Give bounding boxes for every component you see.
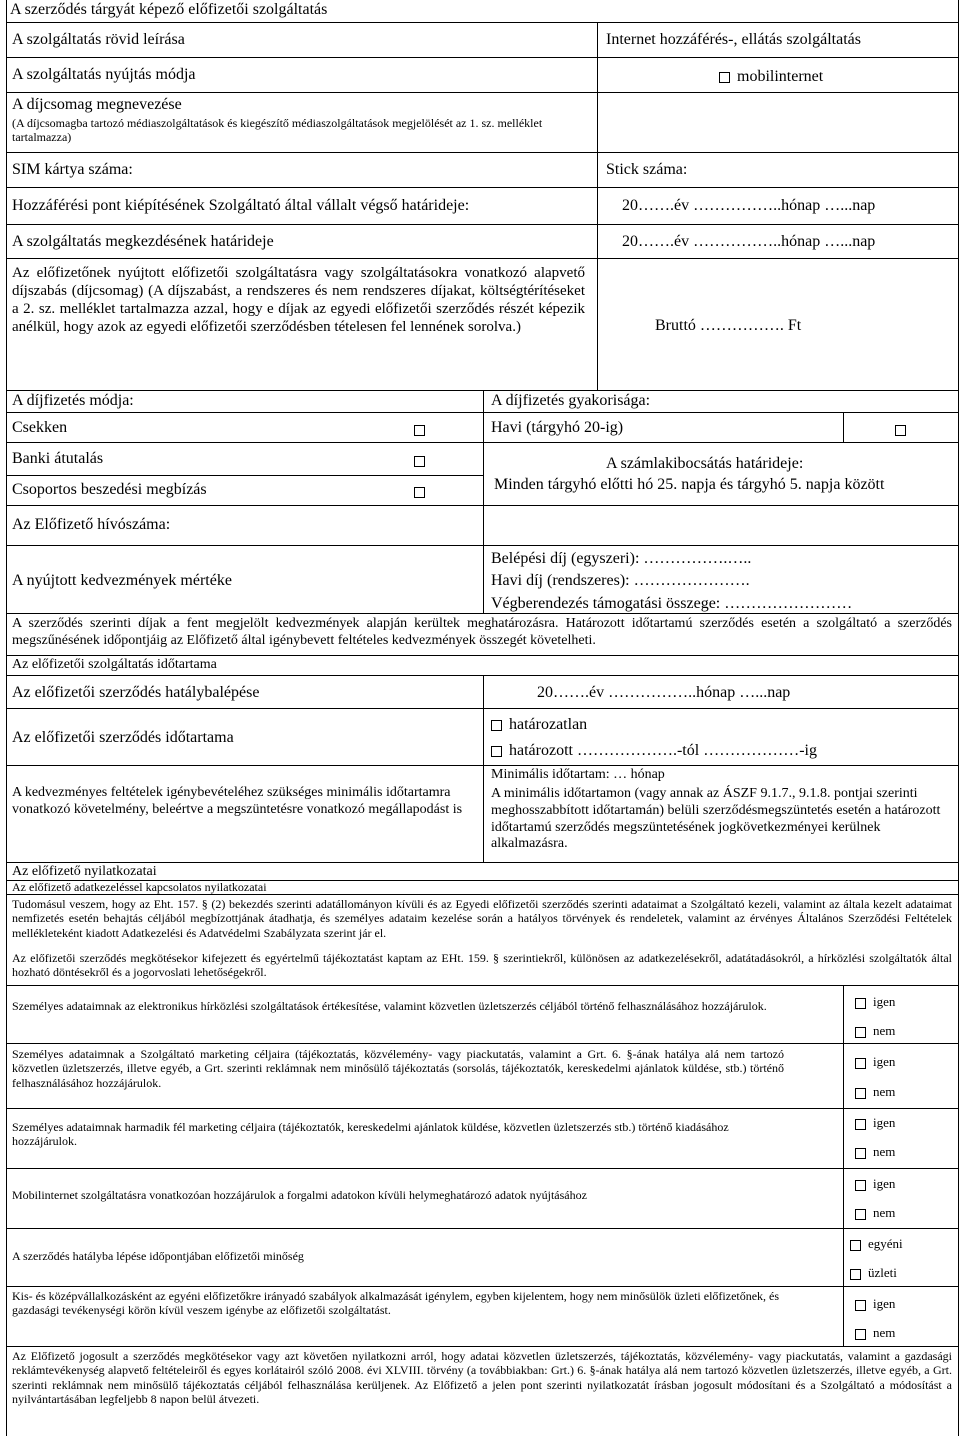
short-desc-label: A szolgáltatás rövid leírása	[12, 31, 185, 48]
declaration-item-5: A szerződés hatályba lépése időpontjában előfizetői minőség	[12, 1249, 304, 1263]
access-deadline-label: Hozzáférési pont kiépítésének Szolgáltató által vállalt végső határideje:	[12, 197, 470, 214]
declaration-item-1: Személyes adataimnak az elektronikus hírközlési szolgáltatások értékesítése, valamint közvetlen üzletszerzés céljából történő felhasználásához hozzájárulok.	[12, 999, 767, 1013]
rule	[6, 1168, 959, 1169]
item-1-yes-checkbox[interactable]	[855, 998, 866, 1009]
rule	[6, 224, 959, 225]
rule	[6, 1228, 959, 1229]
rule	[6, 985, 959, 986]
conditions-label: A kedvezményes feltételek igénybevételéhez szükséges minimális időtartamra vonatkozó követelmény, beleértve a megszüntetésre vonatkozó megállapodást is	[12, 785, 463, 817]
stick-label: Stick száma:	[606, 161, 688, 178]
column-divider	[483, 390, 484, 613]
invoice-value: Minden tárgyhó előtti hó 25. napja és tárgyhó 5. napja között	[494, 476, 885, 493]
definite-label: határozott ……………….-tól ………………-ig	[509, 742, 817, 759]
item-2-yes-checkbox[interactable]	[855, 1058, 866, 1069]
entry-fee: Belépési díj (egyszeri): …………….…..	[491, 550, 752, 567]
rule-right	[958, 0, 959, 1436]
item-6-yes-label: igen	[873, 1296, 896, 1311]
rule	[6, 1286, 959, 1287]
item-3-yes-label: igen	[873, 1115, 896, 1130]
declarations-intro-1: Tudomásul veszem, hogy az Eht. 157. § (2) bekezdés szerinti adatállományon kívüli és az Egyedi előfizetői szerződés szerinti adataimat a Szolgáltató kezeli, valamint az általa kezelt adataimat nemfizetés esetén behajtás céljából megbízottjának átadhatja, és személyes adataim kezelése során a hatályos törvények és rendeletek, valamint az érvényes Általános Szerződési Feltételek mellékleteként kiadott Adatkezelési és Adatvédelmi Szabályzata szerint jár el.	[12, 897, 952, 940]
min-term: Minimális időtartam: … hónap	[491, 767, 665, 782]
discounts-label: A nyújtott kedvezmények mértéke	[12, 572, 232, 589]
item-3-no-checkbox[interactable]	[855, 1148, 866, 1159]
declarations-title: Az előfizető nyilatkozatai	[12, 864, 157, 879]
item-4-yes-checkbox[interactable]	[855, 1180, 866, 1191]
payment-method-transfer: Banki átutalás	[12, 450, 104, 467]
rule	[6, 475, 483, 476]
business-checkbox[interactable]	[850, 1269, 861, 1280]
rule	[6, 655, 959, 656]
fee-text: Az előfizetőnek nyújtott előfizetői szolgáltatásra vagy szolgáltatásokra vonatkozó alapvető díjszabás (díjcsomag) (A díjszabást, a rendszeres és nem rendszeres díjakat, költségtérítéseket a 2. sz. melléklet tartalmazza azzal, hogy e díjak az egyedi előfizetői szerződés részét képezik anélkül, hogy azok az egyedi előfizetői szerződésben tételesen fel lennének sorolva.)	[12, 265, 585, 335]
item-6-yes-checkbox[interactable]	[855, 1300, 866, 1311]
sim-label: SIM kártya száma:	[12, 161, 133, 178]
monthly-fee: Havi díj (rendszeres): ………………….	[491, 572, 750, 589]
item-6-no-label: nem	[873, 1325, 896, 1340]
start-deadline-label: A szolgáltatás megkezdésének határideje	[12, 233, 274, 250]
transfer-checkbox[interactable]	[414, 456, 425, 467]
payment-method-cheque: Csekken	[12, 419, 68, 436]
rule	[6, 57, 959, 58]
device-support: Végberendezés támogatási összege: ……………………	[491, 595, 853, 612]
declaration-item-2: Személyes adataimnak a Szolgáltató marketing céljaira (tájékoztatás, közvélemény- vagy piackutatás, valamint a Grt. 6. §-ának hatálya alá nem tartozó közvetlen üzletszerzés, illetve egyéb, a Grt. szerinti reklámnak nem minősülő tájékoztatás (sorsolás, tájékoztatók, kereskedelmi ajánlatok küldése, stb.) történő felhasználásához hozzájárulok.	[12, 1047, 784, 1090]
rule	[6, 1108, 959, 1109]
item-2-no-checkbox[interactable]	[855, 1088, 866, 1099]
item-3-yes-checkbox[interactable]	[855, 1119, 866, 1130]
discounts-note: A szerződés szerinti díjak a fent megjelölt kedvezmények alapján kerültek meghatározásra. Határozott időtartamú szerződés esetén a szolgáltató a szerződés megszűnésének időpontjáig az Előfizető által igénybevett feltételes kedvezmények összegét követelheti.	[12, 616, 952, 648]
short-desc-value: Internet hozzáférés-, ellátás szolgáltatás	[606, 31, 861, 48]
column-divider	[843, 985, 844, 1346]
rule	[6, 1346, 959, 1347]
mobilinternet-checkbox[interactable]	[719, 72, 730, 83]
individual-label: egyéni	[868, 1236, 903, 1251]
payment-frequency-label: A díjfizetés gyakorisága:	[491, 392, 651, 409]
rule	[6, 152, 959, 153]
effective-value: 20…….év ……………..hónap …...nap	[537, 684, 791, 701]
rule	[6, 22, 959, 23]
item-1-yes-label: igen	[873, 994, 896, 1009]
term-label: Az előfizetői szerződés időtartama	[12, 729, 234, 746]
declarations-intro-2: Az előfizetői szerződés megkötésekor kifejezett és egyértelmű tájékoztatást kaptam az EHt. 159. § szerintiekről, különösen az adatkezelésekről, adatátadásokról, a hírközlési szolgáltatók által hozható döntésekről és a jogorvoslati lehetőségekről.	[12, 951, 952, 980]
item-4-no-label: nem	[873, 1205, 896, 1220]
rule	[6, 258, 959, 259]
payment-method-direct-debit: Csoportos beszedési megbízás	[12, 481, 207, 498]
declarations-subtitle: Az előfizető adatkezeléssel kapcsolatos nyilatkozatai	[12, 880, 267, 894]
item-1-no-label: nem	[873, 1023, 896, 1038]
mobilinternet-label: mobilinternet	[737, 68, 824, 85]
definite-checkbox[interactable]	[491, 746, 502, 757]
item-1-no-checkbox[interactable]	[855, 1027, 866, 1038]
rule	[6, 92, 959, 93]
start-deadline-value: 20…….év ……………..hónap …...nap	[622, 233, 876, 250]
mode-label: A szolgáltatás nyújtás módja	[12, 66, 196, 83]
direct-debit-checkbox[interactable]	[414, 487, 425, 498]
min-term-note: A minimális időtartamon (vagy annak az ÁSZF 9.1.7., 9.1.8. pontjai szerinti meghosszabbított időtartamán) belüli szerződésmegszüntetés esetén a határozott időtartamú szerződés megszüntetésének jogkövetkezményei kerülnek alkalmazásra.	[491, 786, 941, 852]
duration-title: Az előfizetői szolgáltatás időtartama	[12, 657, 217, 672]
rule	[6, 862, 959, 863]
rule	[6, 1043, 959, 1044]
rule	[6, 187, 959, 188]
section-title: A szerződés tárgyát képező előfizetői szolgáltatás	[10, 1, 328, 18]
indefinite-checkbox[interactable]	[491, 720, 502, 731]
access-deadline-value: 20…….év ……………..hónap …...nap	[622, 197, 876, 214]
declaration-item-4: Mobilinternet szolgáltatásra vonatkozóan hozzájárulok a forgalmi adatokon kívüli helymeghatározó adatok nyújtásához	[12, 1188, 587, 1202]
declarations-footer: Az Előfizető jogosult a szerződés megkötésekor vagy azt követően nyilatkozni arról, hogy adatai közvetlen üzletszerzés, tájékoztatás, közvélemény- vagy piackutatás, valamint a gazdasági reklámtevékenység alapvető feltételeiről és egyes korlátairól szóló 2008. évi XLVIII. törvény (a továbbiakban: Grt.) 6. §-ának hatálya alá nem tartozó közvetlen üzletszerzés, illetve egyéb, a Grt. szerinti reklámnak nem minősülő tájékoztatás céljából felhasználása kerüljenek. Az Előfizető a jelen pont szerinti nyilatkozatát írásban jogosult módosítani és a Szolgáltató a módosítást a nyilvántartásában legfeljebb 8 napon belül átvezeti.	[12, 1349, 952, 1407]
individual-checkbox[interactable]	[850, 1240, 861, 1251]
effective-label: Az előfizetői szerződés hatálybalépése	[12, 684, 260, 701]
item-2-yes-label: igen	[873, 1054, 896, 1069]
item-4-yes-label: igen	[873, 1176, 896, 1191]
payment-frequency-option: Havi (tárgyhó 20-ig)	[491, 419, 624, 436]
rule-left	[6, 0, 7, 1436]
caller-number-label: Az Előfizető hívószáma:	[12, 516, 171, 533]
monthly-checkbox[interactable]	[895, 425, 906, 436]
item-2-no-label: nem	[873, 1084, 896, 1099]
indefinite-label: határozatlan	[509, 716, 588, 733]
declaration-item-3: Személyes adataimnak harmadik fél marketing céljaira (tájékoztatók, kereskedelmi ajánlatok küldése, közvetlen üzletszerzés stb.) történő kiadásához hozzájárulok.	[12, 1120, 729, 1149]
column-divider	[597, 22, 598, 390]
invoice-label: A számlakibocsátás határideje:	[606, 455, 804, 472]
column-divider	[483, 675, 484, 862]
payment-method-label: A díjfizetés módja:	[12, 392, 134, 409]
item-6-no-checkbox[interactable]	[855, 1329, 866, 1340]
package-label: A díjcsomag megnevezése	[12, 96, 182, 113]
declaration-item-6: Kis- és középvállalkozásként az egyéni előfizetőkre irányadó szabályok alkalmazását igénylem, egyben kijelentem, hogy nem minősülök üzleti előfizetőnek, és gazdasági tevékenységi körön kívül veszem igénybe az előfizetői szolgáltatást.	[12, 1289, 780, 1318]
business-label: üzleti	[868, 1265, 897, 1280]
item-3-no-label: nem	[873, 1144, 896, 1159]
gross-value: Bruttó ……………. Ft	[655, 317, 802, 334]
column-divider	[843, 412, 844, 442]
cheque-checkbox[interactable]	[414, 425, 425, 436]
package-note: (A díjcsomagba tartozó médiaszolgáltatások és kiegészítő médiaszolgáltatások megjelölését az 1. sz. melléklet tartalmazza)	[12, 116, 543, 145]
item-4-no-checkbox[interactable]	[855, 1209, 866, 1220]
